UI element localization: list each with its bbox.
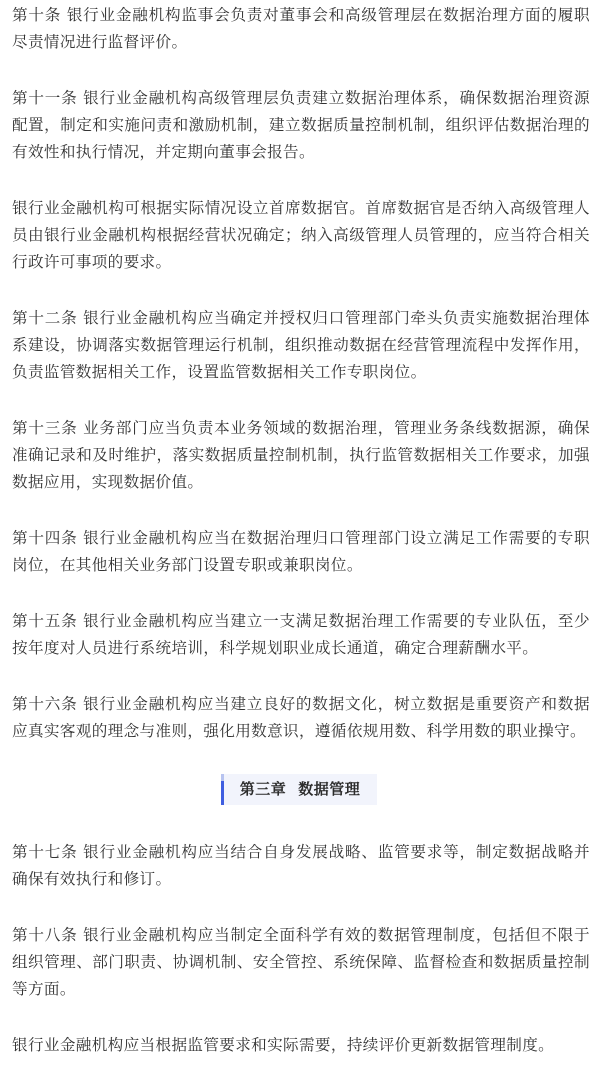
article-17-paragraph: 第十七条 银行业金融机构应当结合自身发展战略、监管要求等，制定数据战略并确保有效执行和修订。	[12, 843, 590, 888]
chief-data-officer-paragraph: 银行业金融机构可根据实际情况设立首席数据官。首席数据官是否纳入高级管理人员由银行业金融机构根据经营状况确定；纳入高级管理人员管理的，应当符合相关行政许可事项的要求。	[12, 199, 590, 271]
article-14-paragraph: 第十四条 银行业金融机构应当在数据治理归口管理部门设立满足工作需要的专职岗位，在其他相关业务部门设置专职或兼职岗位。	[12, 529, 590, 574]
chapter-heading	[221, 774, 378, 805]
article-13-paragraph: 第十三条 业务部门应当负责本业务领域的数据治理，管理业务条线数据源，确保准确记录和及时维护，落实数据质量控制机制，执行监管数据相关工作要求，加强数据应用，实现数据价值。	[12, 419, 590, 491]
article-body	[12, 2, 590, 1088]
chapter-heading-container	[12, 774, 590, 806]
article-15-paragraph: 第十五条 银行业金融机构应当建立一支满足数据治理工作需要的专业队伍，至少按年度对人员进行系统培训，科学规划职业成长通道，确定合理薪酬水平。	[12, 612, 590, 657]
article-10-paragraph: 第十条 银行业金融机构监事会负责对董事会和高级管理层在数据治理方面的履职尽责情况进行监督评价。	[12, 6, 590, 51]
article-16-paragraph: 第十六条 银行业金融机构应当建立良好的数据文化，树立数据是重要资产和数据应真实客观的理念与准则，强化用数意识，遵循依规用数、科学用数的职业操守。	[12, 695, 590, 740]
management-policy-update-paragraph: 银行业金融机构应当根据监管要求和实际需要，持续评价更新数据管理制度。	[12, 1036, 555, 1054]
chapter-title: 数据管理	[298, 780, 361, 798]
article-18-paragraph: 第十八条 银行业金融机构应当制定全面科学有效的数据管理制度，包括但不限于组织管理、部门职责、协调机制、安全管控、系统保障、监督检查和数据质量控制等方面。	[12, 926, 590, 998]
chapter-accent-bar	[221, 774, 224, 805]
chapter-number: 第三章	[239, 780, 287, 798]
article-12-paragraph: 第十二条 银行业金融机构应当确定并授权归口管理部门牵头负责实施数据治理体系建设，协调落实数据管理运行机制，组织推动数据在经营管理流程中发挥作用，负责监管数据相关工作，设置监管数据相关工作专职岗位。	[12, 309, 590, 381]
article-11-paragraph: 第十一条 银行业金融机构高级管理层负责建立数据治理体系，确保数据治理资源配置，制定和实施问责和激励机制，建立数据质量控制机制，组织评估数据治理的有效性和执行情况，并定期向董事会报告。	[12, 89, 590, 161]
